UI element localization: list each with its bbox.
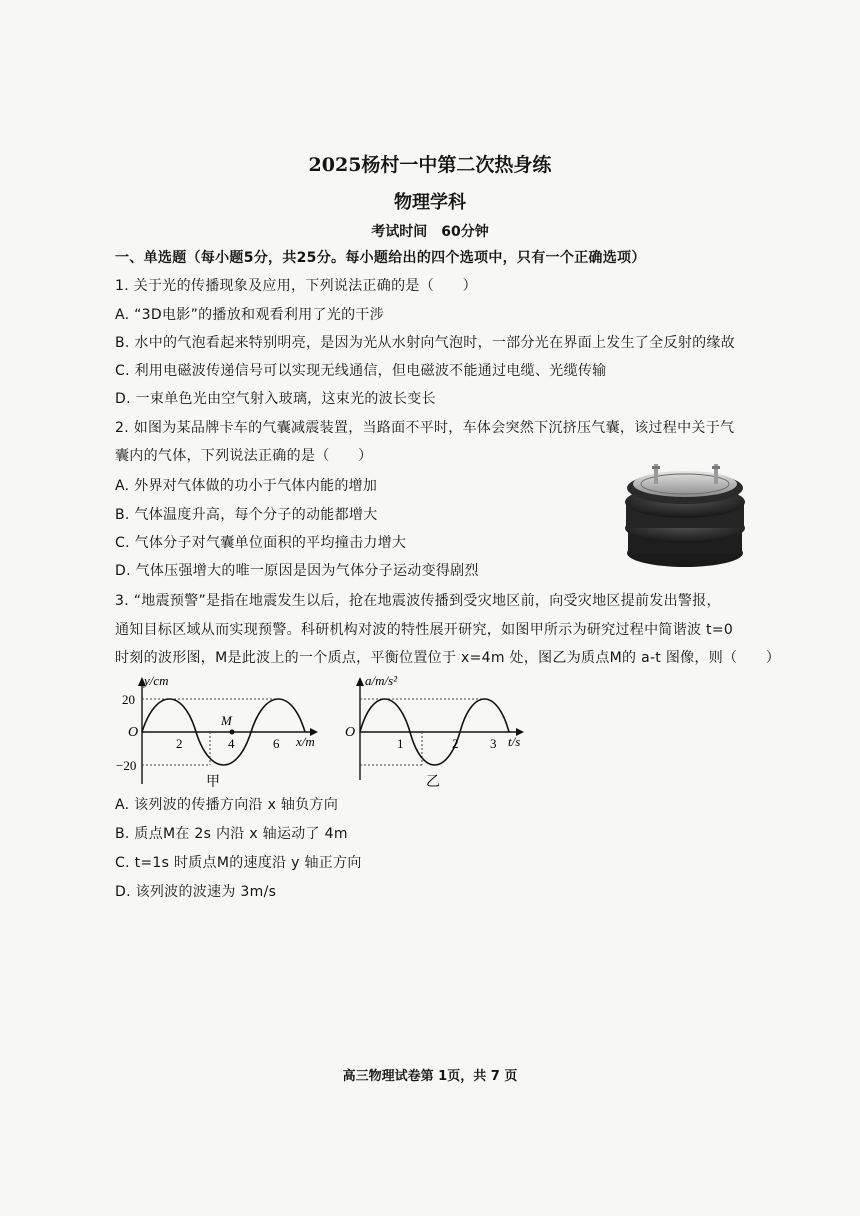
question-1-option-c: C. 利用电磁波传递信号可以实现无线通信，但电磁波不能通过电缆、光缆传输	[115, 363, 607, 379]
acceleration-graph-yi	[340, 672, 535, 790]
question-3-stem-line-2: 通知目标区域从而实现预警。科研机构对波的特性展开研究，如图甲所示为研究过程中简谐波 t=0	[115, 622, 734, 638]
question-3-stem-line-3: 时刻的波形图，M是此波上的一个质点，平衡位置位于 x=4m 处，图乙为质点M的 a-t 图像，则（ ）	[115, 650, 781, 666]
origin-label: O	[128, 725, 139, 740]
y-bottom-label: −20	[116, 758, 137, 773]
x-tick-2: 2	[176, 736, 183, 751]
question-2-option-c: C. 气体分子对气囊单位面积的平均撞击力增大	[115, 535, 407, 551]
page-footer: 高三物理试卷第 1页，共 7 页	[342, 1069, 518, 1084]
exam-time: 考试时间 60分钟	[371, 224, 489, 240]
question-1-stem: 1. 关于光的传播现象及应用，下列说法正确的是（ ）	[115, 278, 477, 294]
a-axis-arrow	[356, 677, 364, 686]
graph-yi-caption: 乙	[426, 775, 440, 790]
question-2-stem-line-2: 囊内的气体，下列说法正确的是（ ）	[115, 448, 373, 464]
x-axis-label: x/m	[296, 734, 315, 749]
exam-subject: 物理学科	[394, 192, 466, 213]
question-3-option-d: D. 该列波的波速为 3m/s	[115, 884, 277, 900]
t-tick-1: 1	[397, 736, 404, 751]
air-spring-photo	[622, 458, 748, 570]
question-3-stem-line-1: 3. “地震预警”是指在地震发生以后，抢在地震波传播到受灾地区前，向受灾地区提前发出警报，	[115, 593, 721, 609]
graph-jia-caption: 甲	[206, 775, 220, 790]
question-2-option-d: D. 气体压强增大的唯一原因是因为气体分子运动变得剧烈	[115, 563, 479, 579]
question-1-option-b: B. 水中的气泡看起来特别明亮，是因为光从水射向气泡时，一部分光在界面上发生了全反射的缘故	[115, 335, 736, 351]
question-3-option-b: B. 质点M在 2s 内沿 x 轴运动了 4m	[115, 826, 348, 842]
question-3-option-c: C. t=1s 时质点M的速度沿 y 轴正方向	[115, 855, 362, 871]
point-m-label: M	[221, 713, 232, 728]
x-tick-4: 4	[228, 736, 235, 751]
section-heading: 一、单选题（每小题5分，共25分。每小题给出的四个选项中，只有一个正确选项）	[115, 250, 646, 266]
question-2-option-a: A. 外界对气体做的功小于气体内能的增加	[115, 478, 378, 494]
y-top-label: 20	[122, 692, 135, 707]
y-axis-label: y/cm	[144, 673, 169, 688]
wave-graph-jia	[112, 672, 327, 790]
t-axis-label: t/s	[508, 734, 521, 749]
x-tick-6: 6	[273, 736, 280, 751]
origin-label: O	[345, 725, 356, 740]
a-axis-label: a/m/s²	[365, 673, 398, 688]
t-tick-2: 2	[452, 736, 459, 751]
exam-title: 2025杨村一中第二次热身练	[308, 154, 552, 176]
question-2-stem-line-1: 2. 如图为某品牌卡车的气囊减震装置，当路面不平时，车体会突然下沉挤压气囊，该过程中关于气	[115, 420, 735, 436]
question-2-option-b: B. 气体温度升高，每个分子的动能都增大	[115, 507, 378, 523]
question-1-option-d: D. 一束单色光由空气射入玻璃，这束光的波长变长	[115, 391, 436, 407]
question-3-option-a: A. 该列波的传播方向沿 x 轴负方向	[115, 797, 339, 813]
point-m-dot	[230, 730, 235, 735]
question-1-option-a: A. “3D电影”的播放和观看利用了光的干涉	[115, 307, 385, 323]
t-tick-3: 3	[490, 736, 497, 751]
